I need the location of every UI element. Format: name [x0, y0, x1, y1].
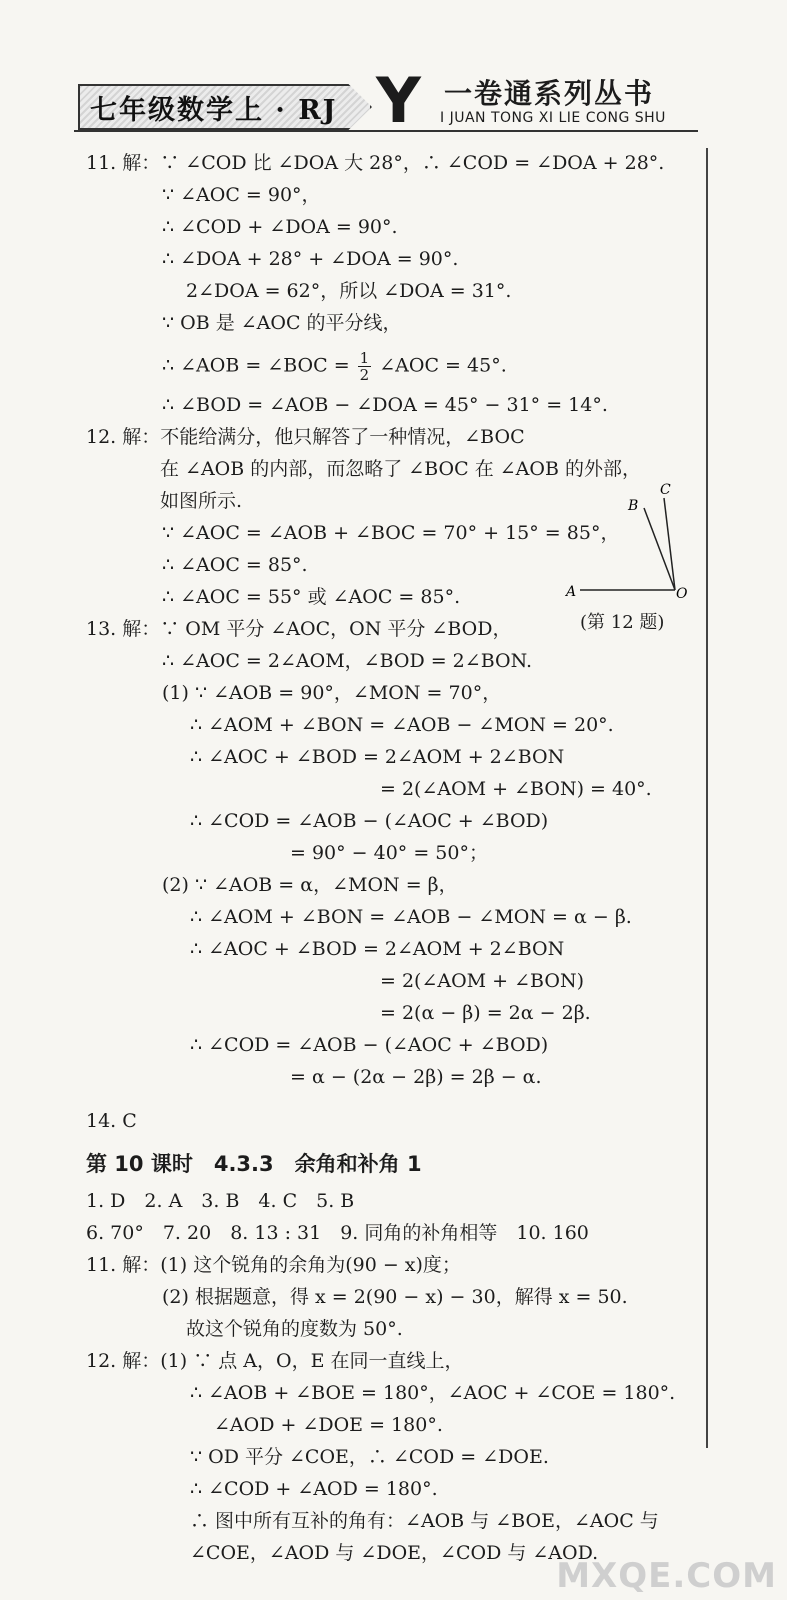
- q13-line: ∴ ∠AOC = 2∠AOM，∠BOD = 2∠BON.: [162, 650, 533, 672]
- q12b-line: ∠AOD + ∠DOE = 180°.: [214, 1414, 443, 1436]
- section-heading: 第 10 课时 4.3.3 余角和补角 1: [86, 1152, 422, 1176]
- answer-line: 6. 70° 7. 20 8. 13 : 31 9. 同角的补角相等 10. 160: [86, 1222, 589, 1244]
- q11-fraction-line: [162, 350, 507, 383]
- q11-line: 2∠DOA = 62°，所以 ∠DOA = 31°.: [186, 280, 512, 302]
- q13-line: ∴ ∠COD = ∠AOB − (∠AOC + ∠BOD): [190, 810, 549, 832]
- q12b-line: ∴ ∠COD + ∠AOD = 180°.: [190, 1478, 438, 1500]
- q12-line: 如图所示.: [160, 490, 243, 512]
- q12b-line: 12. 解：(1) ∵ 点 A，O，E 在同一直线上，: [86, 1350, 464, 1372]
- q11-line: ∵ ∠AOC = 90°，: [162, 184, 321, 206]
- q12-line: ∴ ∠AOC = 85°.: [162, 554, 308, 576]
- q13-line: ∴ ∠AOC + ∠BOD = 2∠AOM + 2∠BON: [190, 746, 565, 768]
- one-half-fraction: [358, 350, 372, 383]
- q12b-line: ∠COE，∠AOD 与 ∠DOE，∠COD 与 ∠AOD.: [190, 1542, 599, 1564]
- fraction-numerator: 1: [359, 349, 370, 367]
- site-watermark: MXQE.COM: [556, 1556, 777, 1596]
- q12-line: 12. 解：不能给满分，他只解答了一种情况，∠BOC: [86, 426, 525, 448]
- q12b-line: ∴ ∠AOB + ∠BOE = 180°，∠AOC + ∠COE = 180°.: [190, 1382, 676, 1404]
- answer-line: 1. D 2. A 3. B 4. C 5. B: [86, 1190, 355, 1212]
- q11-fraction-suffix: ∠AOC = 45°.: [379, 354, 507, 377]
- series-logo: Y: [376, 64, 421, 137]
- q13-line: 13. 解：∵ OM 平分 ∠AOC，ON 平分 ∠BOD，: [86, 618, 512, 640]
- series-pinyin: I JUAN TONG XI LIE CONG SHU: [440, 110, 666, 126]
- figure-caption: (第 12 题): [580, 612, 665, 633]
- q13-line: (2) ∵ ∠AOB = α，∠MON = β，: [162, 874, 458, 896]
- q11-line: ∴ ∠COD + ∠DOA = 90°.: [162, 216, 398, 238]
- label-o: O: [676, 586, 688, 602]
- q12b-line: ∴ 图中所有互补的角有：∠AOB 与 ∠BOE，∠AOC 与: [190, 1510, 659, 1532]
- q12b-line: ∵ OD 平分 ∠COE，∴ ∠COD = ∠DOE.: [190, 1446, 549, 1468]
- label-b: B: [628, 498, 639, 514]
- q11b-line: 11. 解：(1) 这个锐角的余角为(90 − x)度；: [86, 1254, 461, 1276]
- q13-line: ∴ ∠AOM + ∠BON = ∠AOB − ∠MON = α − β.: [190, 906, 632, 928]
- q13-line: = 2(α − β) = 2α − 2β.: [380, 1002, 591, 1024]
- q11-line: ∴ ∠DOA + 28° + ∠DOA = 90°.: [162, 248, 459, 270]
- series-title: 一卷通系列丛书: [444, 77, 655, 110]
- book-title: 七年级数学上 · RJ: [90, 95, 338, 126]
- q13-line: = 2(∠AOM + ∠BON): [380, 970, 584, 992]
- q13-line: ∴ ∠AOC + ∠BOD = 2∠AOM + 2∠BON: [190, 938, 565, 960]
- q13-line: = 2(∠AOM + ∠BON) = 40°.: [380, 778, 652, 800]
- q14-answer: 14. C: [86, 1110, 137, 1132]
- q11b-line: (2) 根据题意，得 x = 2(90 − x) − 30，解得 x = 50.: [162, 1286, 628, 1308]
- q11-line: ∴ ∠BOD = ∠AOB − ∠DOA = 45° − 31° = 14°.: [162, 394, 608, 416]
- q13-line: (1) ∵ ∠AOB = 90°，∠MON = 70°，: [162, 682, 502, 704]
- label-a: A: [566, 584, 577, 600]
- q13-line: ∴ ∠AOM + ∠BON = ∠AOB − ∠MON = 20°.: [190, 714, 614, 736]
- q11b-line: 故这个锐角的度数为 50°.: [186, 1318, 403, 1340]
- fraction-denominator: 2: [359, 366, 370, 384]
- q13-line: ∴ ∠COD = ∠AOB − (∠AOC + ∠BOD): [190, 1034, 549, 1056]
- q11-line: 11. 解：∵ ∠COD 比 ∠DOA 大 28°，∴ ∠COD = ∠DOA + 28°.: [86, 152, 665, 174]
- label-c: C: [660, 482, 671, 498]
- q11-fraction-prefix: ∴ ∠AOB = ∠BOC =: [162, 354, 350, 377]
- angle-figure: [560, 480, 700, 610]
- q11-line: ∵ OB 是 ∠AOC 的平分线，: [162, 312, 402, 334]
- q12-line: ∴ ∠AOC = 55° 或 ∠AOC = 85°.: [162, 586, 461, 608]
- q12-line: 在 ∠AOB 的内部，而忽略了 ∠BOC 在 ∠AOB 的外部，: [160, 458, 641, 480]
- q12-line: ∵ ∠AOC = ∠AOB + ∠BOC = 70° + 15° = 85°，: [162, 522, 620, 544]
- q13-line: = 90° − 40° = 50°；: [290, 842, 488, 864]
- q13-line: = α − (2α − 2β) = 2β − α.: [290, 1066, 542, 1088]
